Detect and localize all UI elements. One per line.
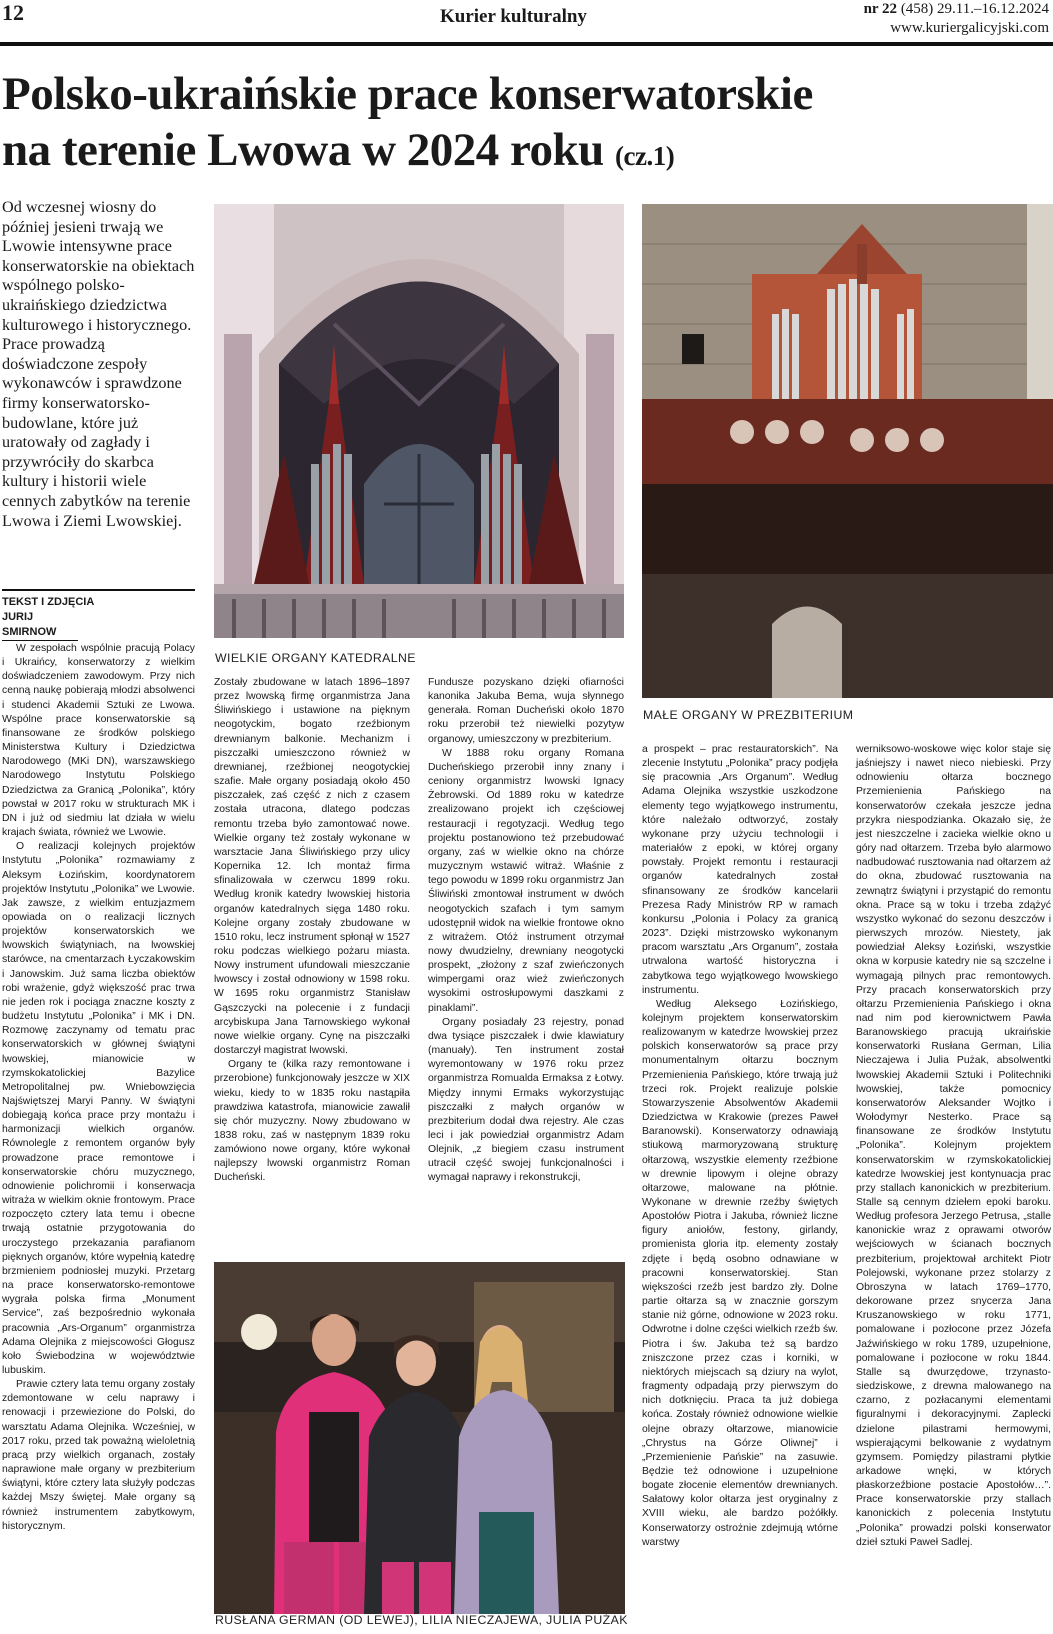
issue-number: nr 22 xyxy=(863,1,898,17)
col3-para-1: Fundusze pozyskano dzięki ofiarności kanonika Jakuba Bema, wuja słynnego generała. Roman Ducheński około 1870 roku przerobił też niewielki pozytyw organowy, umieszczony w prezbiterium. xyxy=(428,677,624,745)
col5-para-1: werniksowo-woskowe więc kolor staje się jaśniejszy i nawet nieco niebieski. Przy odnowieniu ołtarza bocznego Przemienienia Pańskiego na konserwatorów czekała jeszcze jedna przykra niespodzianka. Okazało się, że jest nieszczelne i zacieka wielkie okno u góry nad ołtarzem. Trzeba było alarmowo nadbudować rusztowania nad ołtarzem aż do okna, zbudować rusztowania na zewnątrz świątyni i przystąpić do remontu okna. Prace są w toku i trzeba zdążyć wszystko wykonać do sezonu deszczów i pierwszych mrozów. Niestety, jak powiedział Aleksy Łoziński, wszystkie okna w korpusie katedry nie są szczelne i wymagają pilnych prac remontowych. Przy pracach konserwatorskich przy ołtarzu Przemienienia Pańskiego i okna nad nim pod kierownictwem Pawła Baranowskiego pracują ukraińskie konserwatorki Rusłana German, Lilia Nieczajewa i Julia Pużak, absolwentki lwowskiej Akademii Sztuki i Politechniki lwowskiej, także pomocnicy konserwatorów Aleksander Wojtko i Wołodymyr Nesterko. Prace są finansowane ze środków Instytutu „Polonika”. Kolejnym projektem konserwatorskim w rzymskokatolickiej katedrze lwowskiej jest kontynuacja prac przy stallach kanonickich w prezbiterium. Stalle są cennym dziełem epoki baroku. Według profesora Jerzego Petrusa, „stalle kanonickie wraz z oprawami otworów wejściowych w ścianach bocznych prezbiterium, projektował architekt Piotr Polejowski, wykonane przez stolarzy z Obroszyna w latach 1769–1770, dekorowane przez snycerza Jana Kruszanowskiego w roku 1771, pomalowane i pozłocone przez Józefa Jaźwińskiego w roku 1789, uzupełnione, pomalowane i pozłocone w roku 1844. Stalle są dwurzędowe, trzynasto-siedziskowe, z drewna malowanego na czarno, z pozłacanymi elementami figuralnymi i dekoracyjnymi. Zaplecki dzielone pilastrami hermowymi, wspierającymi belkowanie z wydatnym gzymsem. Pomiędzy pilastrami płytkie arkadowe wnęki, w których płaskorzeźbione postacie Apostołów…”. Prace konserwatorskie przy stallach kanonickich z polecenia Instytutu „Polonika” prowadzi polski konserwator dzieł sztuki Paweł Sadlej. xyxy=(856,744,1051,1548)
website: www.kuriergalicyjski.com xyxy=(890,20,1049,36)
column-5 xyxy=(856,743,1051,1550)
title-line-1: Polsko-ukraińskie prace konserwatorskie xyxy=(2,68,813,120)
photo-great-organ xyxy=(214,204,624,638)
col1-para-3: Prawie cztery lata temu organy zostały zdemontowane w celu naprawy i renowacji i przewiezione do Polski, do warsztatu Adama Olejnika. Wcześniej, w 2017 roku, przed tak poważną wieloletnią pracą przy wielkich organach, zostały naprawione małe organy w prezbiterium świątyni, które cztery lata służyły podczas każdej Mszy świętej. Małe organy są również instrumentem zabytkowym, historycznym. xyxy=(2,1379,195,1532)
col1-para-2: O realizacji kolejnych projektów Instytutu „Polonika” rozmawiamy z Aleksym Łozińskim, koordynatorem projektów Instytutu „Polonika” we Lwowie. Jak zawsze, z wielkim entuzjazmem opowiada on o realizacji licznych projektów konserwatorskich we lwowskich świątyniach, na lwowskiej starówce, na cmentarzach Łyczakowskim i Janowskim. Już sama liczba obiektów robi wrażenie, gdyż większość prac trwa nie jeden rok i pociąga znaczne koszty z budżetu Instytutu „Polonika” i MK i DN. Rozmowę zaczynamy od tematu prac konserwatorskich w głównej świątyni lwowskiej, mianowicie w rzymskokatolickiej Bazylice Metropolitalnej pw. Wniebowzięcia Najświętszej Maryi Panny. W świątyni dobiegają końca prace przy montażu i harmonizacji wielkich organów. Równolegle z remontem organów były prowadzone prace remontowe i konserwatorskie chóru muzycznego, odnowienie polichromii i konserwacja witraża w wielkim oknie frontowym. Prace rozpoczęto cztery lata temu i obecne trwają ostatnie przygotowania do uroczystego przekazania parafianom pięknych organów, które wypełnią katedrę brzmieniem podniosłej muzyki. Przetarg na prace konserwatorsko-remontowe wygrała polska firma „Monument Service”, zaś bezpośrednio wykonała pracownia „Ars-Organum” organmistrza Adama Olejnika z miejscowości Głogusz koło Świebodzina w województwie lubuskim. xyxy=(2,841,195,1376)
title-part: (cz.1) xyxy=(615,141,675,171)
newspaper-name: Kurier kulturalny xyxy=(440,6,587,27)
byline-role: TEKST I ZDJĘCIA xyxy=(2,596,95,608)
photo-small-organ xyxy=(642,204,1053,698)
col2-para-1: Zostały zbudowane w latach 1896–1897 przez lwowską firmę organmistrza Jana Śliwińskiego i ustawione na pięknym neogotyckim, bogato rzeźbionym drewnianym balkonie. Mechanizm i piszczałki umieszczono również w drewnianej, rzeźbionej neogotyckiej szafie. Małe organy posiadają około 450 piszczałek, zaś część z nich z czasem została utracona, dlatego podczas remontu trzeba było zamontować nowe. Wielkie organy też zostały wykonane w warsztacie Jana Śliwińskiego przy ulicy Kopernika 12. Ich montaż firma sfinalizowała w czerwcu 1899 roku. Według kronik katedry lwowskiej historia organów katedralnych sięga 1480 roku. Kolejne organy zostały zbudowane w 1510 roku, lecz instrument spłonął w 1527 roku podczas wielkiego pożaru miasta. Nowy instrument ufundowali mieszczanie lwowscy i został odnowiony w 1598 roku. W 1695 roku organmistrz Stanisław Gąszczycki na polecenie i z fundacji arcybiskupa Jana Tarnowskiego wykonał nowe wielkie organy. Cynę na piszczałki dostarczył magistrat lwowski. xyxy=(214,677,410,1057)
caption-conservators: RUSŁANA GERMAN (OD LEWEJ), LILIA NIECZAJEWA, JULIA PUŻAK xyxy=(215,1613,628,1627)
col3-para-2: W 1888 roku organy Romana Ducheńskiego przerobił inny znany i ceniony organmistrz lwowski Ignacy Żebrowski. Od 1889 roku w katedrze zrealizowano projekt ich częściowej restauracji i regotyzacji. Według tego projektu postanowiono też przebudować organy, zaś w wielkie okno na chórze muzycznym wstawić witraż. Właśnie z tego powodu w 1899 roku organmistrz Jan Śliwiński zmontował instrument w dwóch neogotyckich szafach i tym samym udostępnił widok na wielkie frontowe okno z witrażem. Otóż instrument otrzymał nowy dwudzielny, drewniany neogotycki prospekt, „złożony z szaf zwieńczonych wimpergami oraz wież zwieńczonych wysokimi ostrosłupowymi daszkami z pinaklami”. xyxy=(428,747,624,1014)
col4-para-1: a prospekt – prac restauratorskich”. Na zlecenie Instytutu „Polonika” pracy podjęła się pracownia „Ars Organum”. Według Adama Olejnika wszystkie uszkodzone elementy tego wyjątkowego instrumentu, które należało odtworzyć, zostały wykonane przy użyciu technologii i materiałów z epoki, w której organy powstały. Projekt remontu i restauracji organów katedralnych został sfinansowany ze środków kancelarii Prezesa Rady Ministrów RP w ramach konkursu „Polonia i Polacy za granicą 2023”. Dzięki mistrzowsko wykonanym pracom warsztatu „Ars Organum”, została utrwalona wartość historyczna i zabytkowa tego wyjątkowego lwowskiego instrumentu. xyxy=(642,744,838,996)
page-header xyxy=(0,0,1053,44)
caption-great-organ: WIELKIE ORGANY KATEDRALNE xyxy=(215,651,416,665)
header-rule xyxy=(0,42,1053,46)
article-title xyxy=(2,66,1042,184)
issue-detail: (458) 29.11.–16.12.2024 xyxy=(900,1,1049,17)
caption-small-organ: MAŁE ORGANY W PREZBITERIUM xyxy=(643,708,854,722)
page-number: 12 xyxy=(2,0,24,25)
col1-para-1: W zespołach wspólnie pracują Polacy i Ukraińcy, konserwatorzy z wielkim doświadczeniem zawodowym. Przy nich cenną naukę pobierają młodzi absolwenci i studenci Akademii Sztuki ze Lwowa. Wspólne prace konserwatorskie są finansowane ze środków polskiego Ministerstwa Kultury i Dziedzictwa Narodowego (MKi DN), warszawskiego Narodowego Instytutu Polskiego Dziedzictwa za Granicą „Polonika”, który powstał w 2017 roku w strukturach MK i DN i już od siedmiu lat działa w wielu krajach świata, również we Lwowie. xyxy=(2,643,195,839)
column-1 xyxy=(2,642,195,1534)
column-3 xyxy=(428,676,624,1186)
column-2 xyxy=(214,676,410,1186)
column-4 xyxy=(642,743,838,1550)
title-line-2: na terenie Lwowa w 2024 roku xyxy=(2,124,604,176)
byline xyxy=(2,589,195,641)
byline-author: JURIJ SMIRNOW xyxy=(2,610,78,641)
col2-para-2: Organy te (kilka razy remontowane i przerobione) funkcjonowały jeszcze w XIX wieku, kiedy to w 1835 roku nastąpiła prawdziwa katastrofa, mianowicie zawalił się chór muzyczny. Nowy zbudowano w 1838 roku, zaś w następnym 1839 roku zamówiono nowe organy, które wykonał najlepszy lwowski organmistrz Roman Ducheński. xyxy=(214,1059,410,1184)
issue-info xyxy=(864,0,1049,38)
photo-conservators xyxy=(214,1262,625,1614)
article-lead: Od wczesnej wiosny do później jesieni trwają we Lwowie intensywne prace konserwatorskie na obiektach wspólnego polsko-ukraińskiego dziedzictwa kulturowego i historycznego. Prace prowadzą doświadczone zespoły wykonawców i sprawdzone firmy konserwatorsko-budowlane, które już uratowały od zagłady i przywróciły do skarbca kultury i historii wiele cennych zabytków na terenie Lwowa i Ziemi Lwowskiej. xyxy=(2,198,195,530)
col4-para-2: Według Aleksego Łozińskiego, kolejnym projektem konserwatorskim realizowanym w katedrze lwowskiej przez polskich konserwatorów są prace przy monumentalnym ołtarzu bocznym Przemienienia Pańskiego, które trwają już trzeci rok. Projekt realizuje polskie Stowarzyszenie Absolwentów Akademii Dziedzictwa w Krakowie (prezes Paweł Baranowski). Konserwatorzy odnawiają stiukową marmoryzowaną strukturę ołtarzową, wszystkie elementy rzeźbione w drewnie lipowym i olejne obrazy ołtarzowe, malowane na płótnie. Wykonane w drewnie rzeźby świętych Apostołów Piotra i Jakuba, również liczne figury aniołów, festony, girlandy, promienista gloria itp. elementy zostały zdjęte i będą osobno odnawiane w pracowni konserwatorskiej. Stan większości rzeźb jest bardzo zły. Dolne partie ołtarza są w znacznie gorszym stanie niż górne, odnowione w 2023 roku. Odwrotne i dolne części wielkich rzeźb św. Piotra i św. Jakuba też są bardzo zniszczone przez czas i korniki, w niektórych miejscach są dziury na wylot, fragmenty odpadają przy pierwszym do nich dotknięciu. Praca ta już dobiega końca. Zostały również odnowione wielkie olejne obrazy ołtarzowe, mianowicie „Chrystus na Górze Oliwnej” i „Przemienienie Pańskie” na zasuwie. Będzie też odnowione i uzupełnione bogate złocenie elementów drewnianych. Sałatowy kolor ołtarza jest oryginalny z XVIII wieku, ale bardzo pożółkły. Konserwatorzy ostrożnie zdejmują wtórne warstwy xyxy=(642,998,838,1548)
col3-para-3: Organy posiadały 23 rejestry, ponad dwa tysiące piszczałek i dwie klawiatury (manuały). Ten instrument został wyremontowany w 1976 roku przez organmistrza Romualda Ermaksa z Łotwy. Między innymi Ermaks wykorzystując piszczałki z małych organów w prezbiterium dodał dwa rejestry. Ale czas leci i jak powiedział organmistrz Adam Olejnik, „z biegiem czasu instrument utracił część swojej funkcjonalności i wymagał naprawy i rekonstrukcji, xyxy=(428,1016,624,1184)
